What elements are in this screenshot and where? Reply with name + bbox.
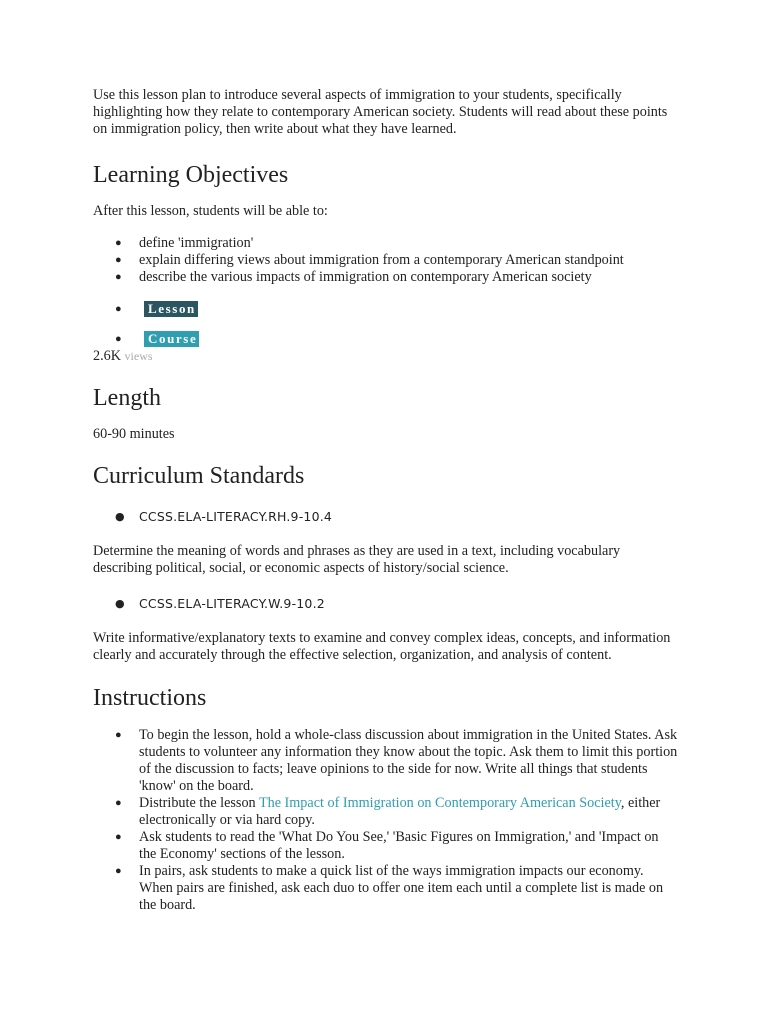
bullet-icon: ●: [115, 510, 125, 523]
standard-code: CCSS.ELA-LITERACY.RH.9-10.4: [139, 509, 333, 524]
bullet-icon: ●: [115, 597, 125, 610]
curriculum-standards-heading: Curriculum Standards: [93, 463, 305, 489]
instructions-heading: Instructions: [93, 685, 207, 711]
instruction-text: To begin the lesson, hold a whole-class discussion about immigration in the United States. Ask students to volunteer any information they know about the topic. Ask them to limit this portion of the discussion to facts; leave opinions to the side for now. Write all things that students 'know' on the board.: [139, 727, 678, 794]
list-item: [93, 863, 678, 914]
list-item: [93, 829, 678, 863]
lesson-link[interactable]: The Impact of Immigration on Contemporary American Society: [258, 795, 621, 811]
standard-list: [93, 595, 678, 612]
instruction-text: Ask students to read the 'What Do You See,' 'Basic Figures on Immigration,' and 'Impact on the Economy' sections of the lesson.: [139, 829, 659, 862]
objective-text: explain differing views about immigration from a contemporary American standpoint: [139, 252, 624, 268]
bullet-icon: ●: [115, 831, 122, 843]
lesson-tag-link[interactable]: Lesson: [144, 301, 198, 317]
learning-objectives-heading: Learning Objectives: [93, 162, 289, 188]
bullet-icon: ●: [115, 865, 122, 877]
list-item: [93, 727, 678, 795]
tag-item-course: [93, 331, 678, 348]
lesson-page: [93, 87, 678, 914]
standard-list: [93, 508, 678, 525]
instruction-text-before: Distribute the lesson: [139, 795, 259, 811]
objective-text: define 'immigration': [139, 235, 254, 251]
views-count: 2.6K: [93, 348, 121, 364]
bullet-icon: ●: [115, 254, 122, 266]
instruction-text: In pairs, ask students to make a quick list of the ways immigration impacts our economy. When pairs are finished, ask each duo to offer one item each until a complete list is made on the board.: [139, 863, 664, 913]
list-item: [93, 235, 678, 252]
objectives-list: [93, 235, 678, 286]
tag-item-lesson: [93, 301, 678, 318]
standard-description: Determine the meaning of words and phrases as they are used in a text, including vocabulary describing political, social, or economic aspects of history/social science.: [93, 543, 621, 576]
intro-paragraph: Use this lesson plan to introduce several aspects of immigration to your students, specifically highlighting how they relate to contemporary American society. Students will read about these points on immigration policy, then write about what they have learned.: [93, 87, 668, 137]
tag-list: [93, 301, 678, 348]
list-item: [93, 269, 678, 286]
instruction-text-after: , either electronically or via hard copy.: [139, 795, 661, 828]
list-item: [93, 795, 678, 829]
objectives-lead: After this lesson, students will be able to:: [93, 203, 328, 219]
bullet-icon: ●: [115, 271, 122, 283]
views-label: views: [124, 349, 153, 363]
standard-code: CCSS.ELA-LITERACY.W.9-10.2: [139, 596, 325, 611]
length-heading: Length: [93, 385, 161, 411]
bullet-icon: ●: [115, 333, 122, 345]
bullet-icon: ●: [115, 303, 122, 315]
bullet-icon: ●: [115, 729, 122, 741]
objective-text: describe the various impacts of immigration on contemporary American society: [139, 269, 592, 285]
views-counter: [93, 348, 678, 365]
list-item: [93, 252, 678, 269]
bullet-icon: ●: [115, 237, 122, 249]
length-value: 60-90 minutes: [93, 426, 175, 442]
list-item: [93, 595, 678, 612]
instructions-list: [93, 727, 678, 914]
bullet-icon: ●: [115, 797, 122, 809]
course-tag-link[interactable]: Course: [144, 331, 199, 347]
list-item: [93, 508, 678, 525]
standard-description: Write informative/explanatory texts to examine and convey complex ideas, concepts, and information clearly and accurately through the effective selection, organization, and analysis of content.: [93, 630, 671, 663]
